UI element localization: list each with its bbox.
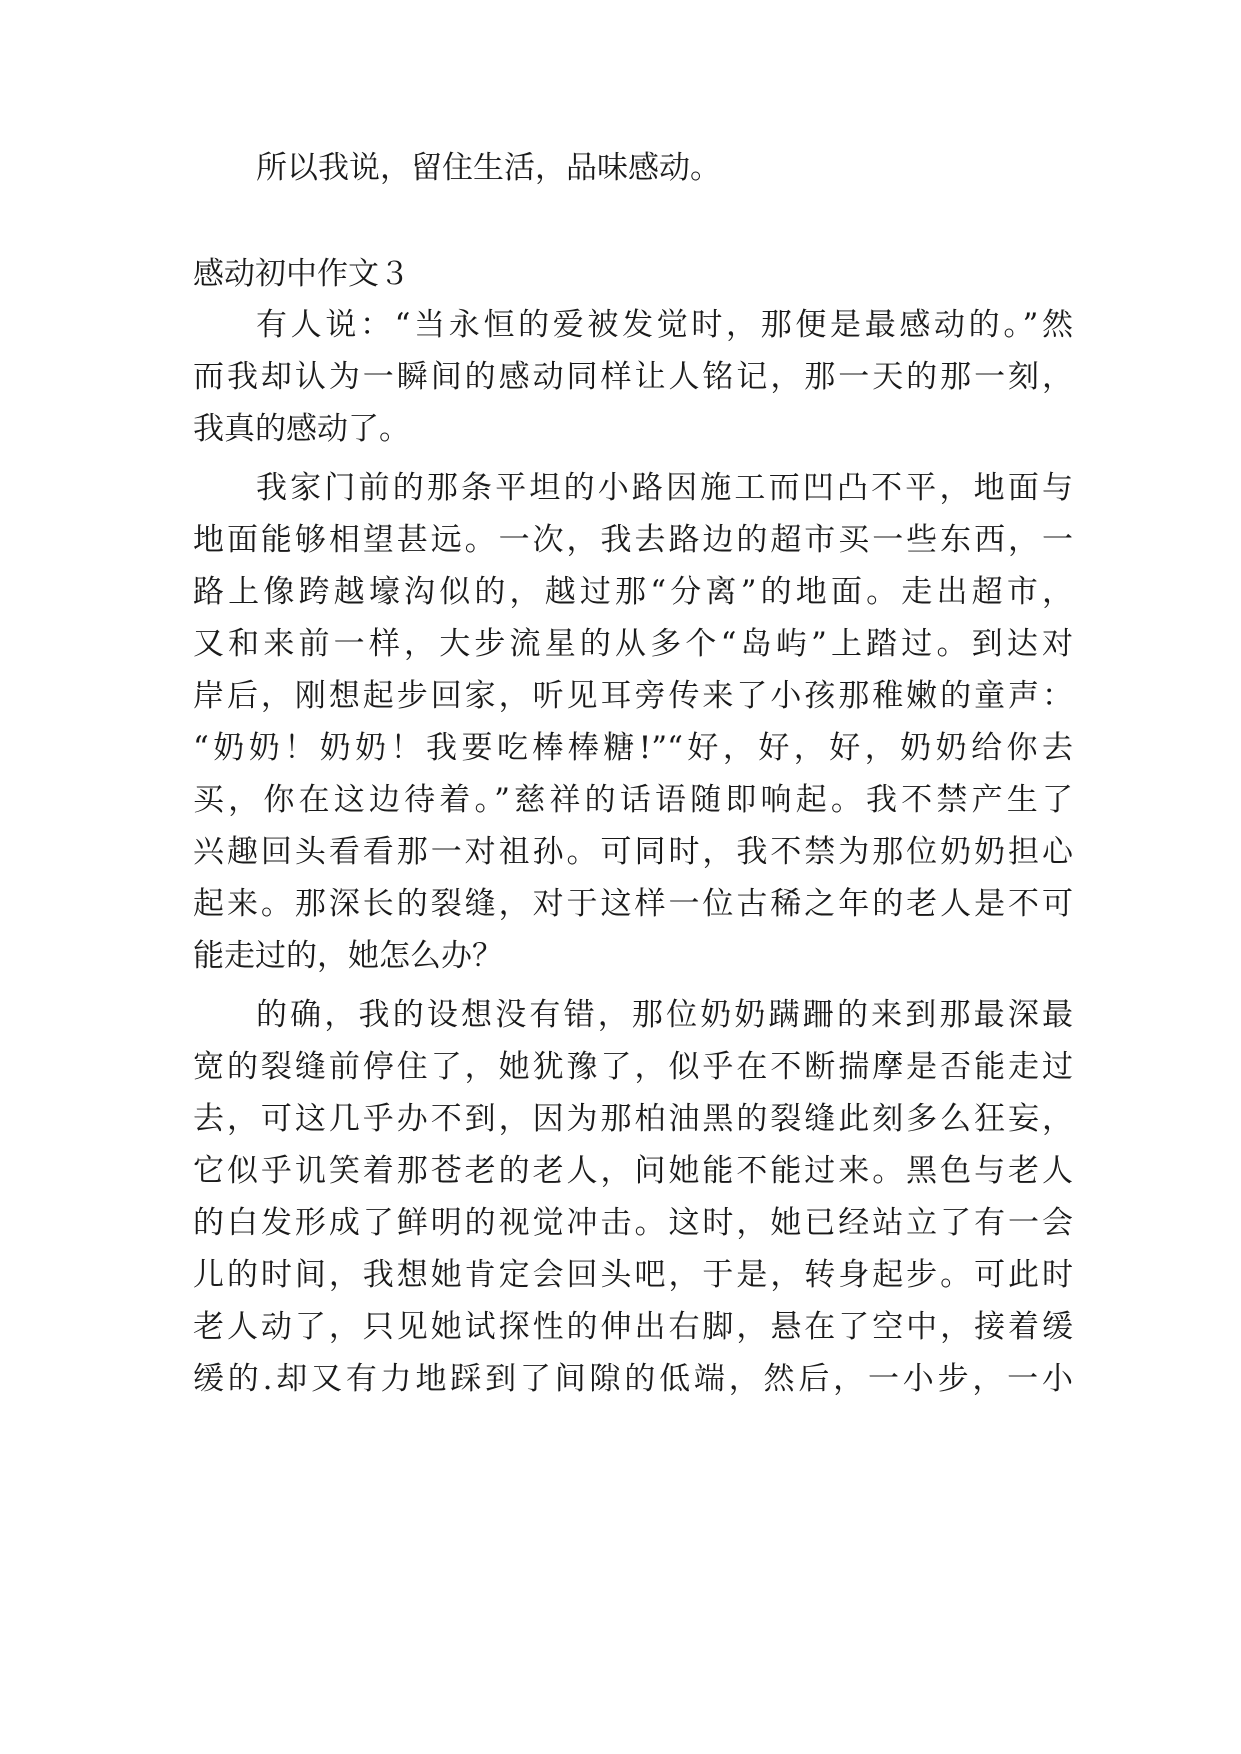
paragraph-line: 去，可这几乎办不到，因为那柏油黑的裂缝此刻多么狂妄，	[193, 1101, 1073, 1137]
paragraph-line: 儿的时间，我想她肯定会回头吧，于是，转身起步。可此时	[193, 1257, 1073, 1293]
paragraph-line: 买，你在这边待着。”慈祥的话语随即响起。我不禁产生了	[193, 782, 1073, 818]
paragraph-line: 的确，我的设想没有错，那位奶奶蹒跚的来到那最深最	[256, 997, 1073, 1033]
paragraph-line: 岸后，刚想起步回家，听见耳旁传来了小孩那稚嫩的童声：	[193, 678, 1073, 714]
paragraph-line: 又和来前一样，大步流星的从多个“岛屿”上踏过。到达对	[193, 626, 1073, 662]
paragraph-line: 我家门前的那条平坦的小路因施工而凹凸不平，地面与	[256, 470, 1073, 506]
paragraph-line: 宽的裂缝前停住了，她犹豫了，似乎在不断揣摩是否能走过	[193, 1049, 1073, 1085]
paragraph-line: 老人动了，只见她试探性的伸出右脚，悬在了空中，接着缓	[193, 1309, 1073, 1345]
paragraph-line: 能走过的，她怎么办？	[193, 938, 503, 974]
paragraph-line: 起来。那深长的裂缝，对于这样一位古稀之年的老人是不可	[193, 886, 1073, 922]
paragraph-line: 路上像跨越壕沟似的，越过那“分离”的地面。走出超市，	[193, 574, 1073, 610]
paragraph-line: 它似乎讥笑着那苍老的老人，问她能不能过来。黑色与老人	[193, 1153, 1073, 1189]
paragraph-line: 有人说：“当永恒的爱被发觉时，那便是最感动的。”然	[256, 307, 1073, 343]
paragraph-line: 的白发形成了鲜明的视觉冲击。这时，她已经站立了有一会	[193, 1205, 1073, 1241]
opening-line: 所以我说，留住生活，品味感动。	[256, 150, 721, 186]
paragraph-line: 兴趣回头看看那一对祖孙。可同时，我不禁为那位奶奶担心	[193, 834, 1073, 870]
paragraph-line: “奶奶！奶奶！我要吃棒棒糖!”“好，好，好，奶奶给你去	[193, 730, 1073, 766]
paragraph-line: 地面能够相望甚远。一次，我去路边的超市买一些东西，一	[193, 522, 1073, 558]
paragraph-line: 我真的感动了。	[193, 411, 410, 447]
paragraph-line: 缓的.却又有力地踩到了间隙的低端，然后，一小步，一小	[193, 1361, 1073, 1397]
section-title: 感动初中作文３	[193, 256, 410, 292]
paragraph-line: 而我却认为一瞬间的感动同样让人铭记，那一天的那一刻，	[193, 359, 1073, 395]
